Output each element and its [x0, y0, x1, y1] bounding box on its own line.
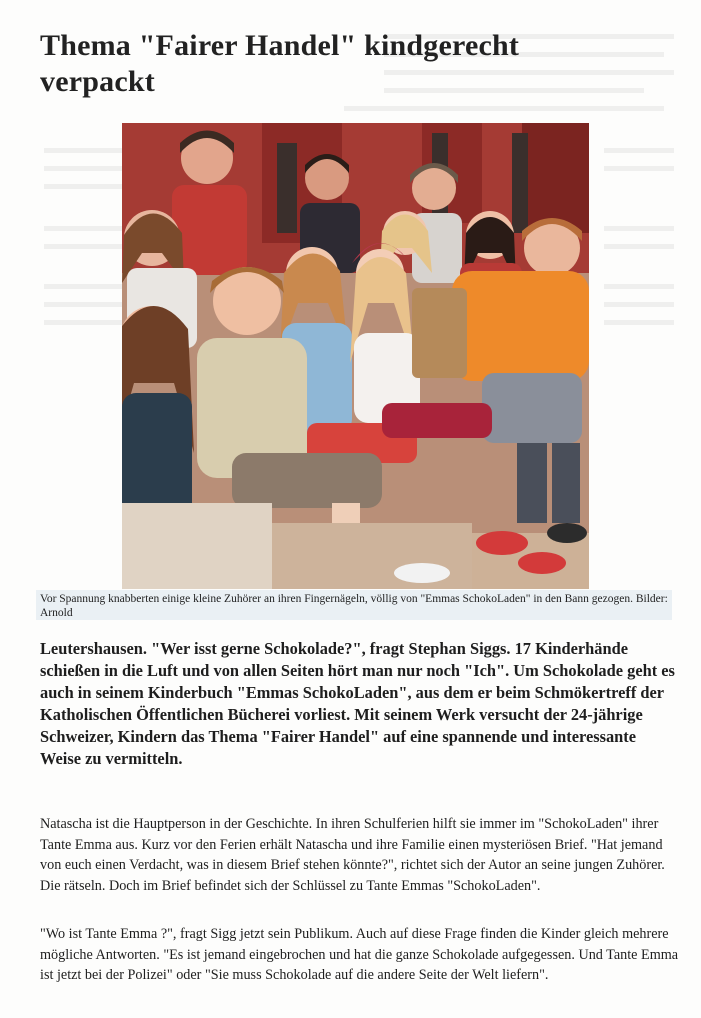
- article-photo: [122, 123, 589, 589]
- photo-caption: Vor Spannung knabberten einige kleine Zuhörer an ihren Fingernägeln, völlig von "Emmas SchokoLaden" in den Bann gezogen. Bilder: Arnold: [40, 593, 668, 619]
- article-headline: Thema "Fairer Handel" kindgerecht verpackt: [40, 29, 520, 98]
- article-paragraph: Natascha ist die Hauptperson in der Geschichte. In ihren Schulferien hilft sie immer im "SchokoLaden" ihrer Tante Emma aus. Kurz vor den Ferien erhält Natascha und ihre Familie einen mysteriösen Brief. "Hat jemand von euch einen Verdacht, was in diesem Brief stehen könnte?", richtet sich der Autor an seine jungen Zuhörer. Die rätseln. Doch im Brief befindet sich der Schlüssel zu Tante Emmas "SchokoLaden".: [40, 816, 665, 894]
- article-paragraph: "Wo ist Tante Emma ?", fragt Sigg jetzt sein Publikum. Auch auf diese Frage finden die Kinder gleich mehrere mögliche Antworten. "Es ist jemand eingebrochen und hat die ganze Schokolade aufgegessen. Und Tante Emma ist jetzt bei der Polizei" oder "Sie muss Schokolade auf die andere Seite der Welt liefern".: [40, 926, 679, 983]
- article-lead-paragraph: Leutershausen. "Wer isst gerne Schokolade?", fragt Stephan Siggs. 17 Kinderhände schießen in die Luft und von allen Seiten hört man nur noch "Ich". Um Schokolade geht es auch in seinem Kinderbuch "Emmas SchokoLaden", aus dem er beim Schmökertreff der Katholischen Öffentlichen Bücherei vorliest. Mit seinem Werk versucht der 24-jährige Schweizer, Kindern das Thema "Fairer Handel" auf eine spannende und interessante Weise zu vermitteln.: [40, 639, 675, 768]
- photo-children-audience: [122, 123, 589, 589]
